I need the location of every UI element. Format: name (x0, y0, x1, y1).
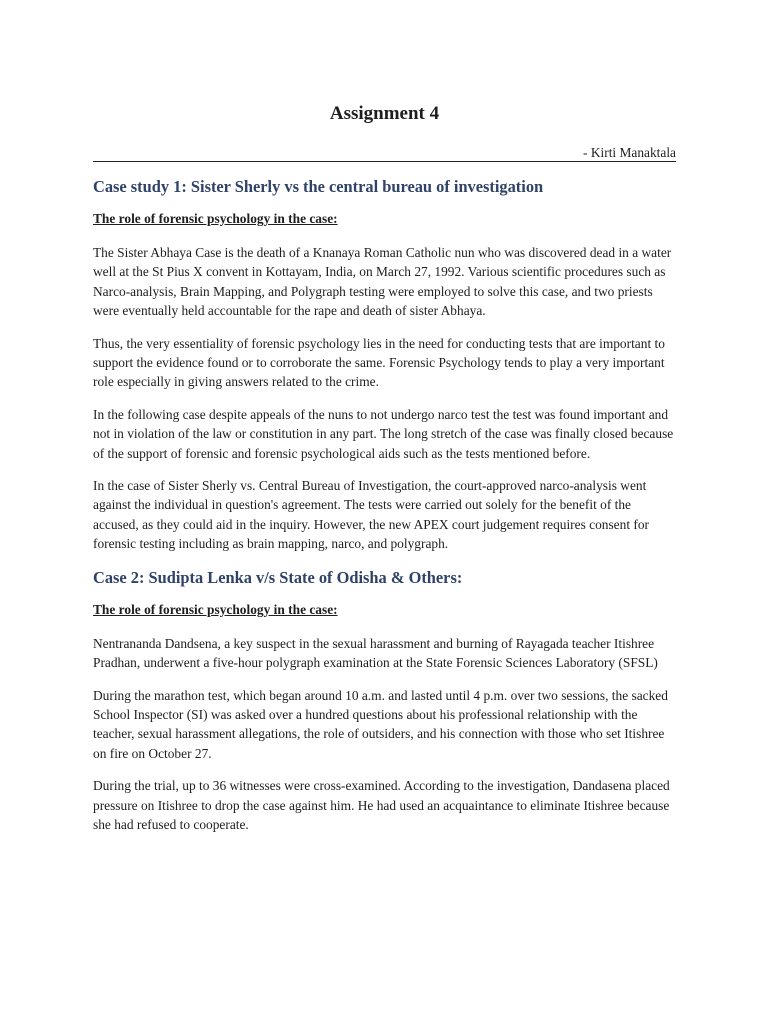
case-1-section (93, 176, 676, 554)
author-name: - Kirti Manaktala (583, 145, 676, 160)
case-1-paragraph: In the case of Sister Sherly vs. Central Bureau of Investigation, the court-approved narco-analysis went against the individual in question's agreement. The tests were carried out solely for the benefit of the accused, as they could aid in the inquiry. However, the new APEX court judgement requires consent for forensic testing including as brain mapping, narco, and polygraph. (93, 478, 650, 552)
case-1-paragraph: The Sister Abhaya Case is the death of a Knanaya Roman Catholic nun who was discovered dead in a water well at the St Pius X convent in Kottayam, India, on March 27, 1992. Various scientific procedures such as Narco-analysis, Brain Mapping, and Polygraph testing were employed to solve this case, and two priests were eventually held accountable for the rape and death of sister Abhaya. (93, 245, 672, 319)
case-2-paragraph: During the marathon test, which began around 10 a.m. and lasted until 4 p.m. over two sessions, the sacked School Inspector (SI) was asked over a hundred questions about his professional relationship with the teacher, sexual harassment allegations, the role of outsiders, and his connection with those who set Itishree on fire on October 27. (93, 687, 668, 761)
case-1-heading: Case study 1: Sister Sherly vs the central bureau of investigation (93, 177, 544, 196)
document-title: Assignment 4 (329, 103, 440, 124)
document-page (93, 0, 676, 1024)
case-2-section (93, 567, 676, 835)
case-2-paragraph: During the trial, up to 36 witnesses were cross-examined. According to the investigation, Dandasena placed pressure on Itishree to drop the case against him. He had used an acquaintance to eliminate Itishree because she had refused to cooperate. (93, 778, 670, 832)
case-1-paragraph: Thus, the very essentiality of forensic psychology lies in the need for conducting tests that are important to support the evidence found or to corroborate the same. Forensic Psychology tends to play a very important role especially in giving answers related to the crime. (93, 335, 665, 390)
case-2-paragraph: Nentrananda Dandsena, a key suspect in the sexual harassment and burning of Rayagada teacher Itishree Pradhan, underwent a five-hour polygraph examination at the State Forensic Sciences Laboratory (SFSL) (93, 635, 658, 671)
header-divider (93, 161, 676, 162)
case-1-subheading: The role of forensic psychology in the case: (93, 211, 338, 226)
case-2-heading: Case 2: Sudipta Lenka v/s State of Odisha & Others: (93, 567, 463, 587)
case-1-paragraph: In the following case despite appeals of the nuns to not undergo narco test the test was found important and not in violation of the law or constitution in any part. The long stretch of the case was finally closed because of the support of forensic and forensic psychological aids such as the tests mentioned before. (93, 406, 674, 461)
case-2-subheading: The role of forensic psychology in the case: (93, 601, 338, 617)
document-body (93, 176, 676, 847)
